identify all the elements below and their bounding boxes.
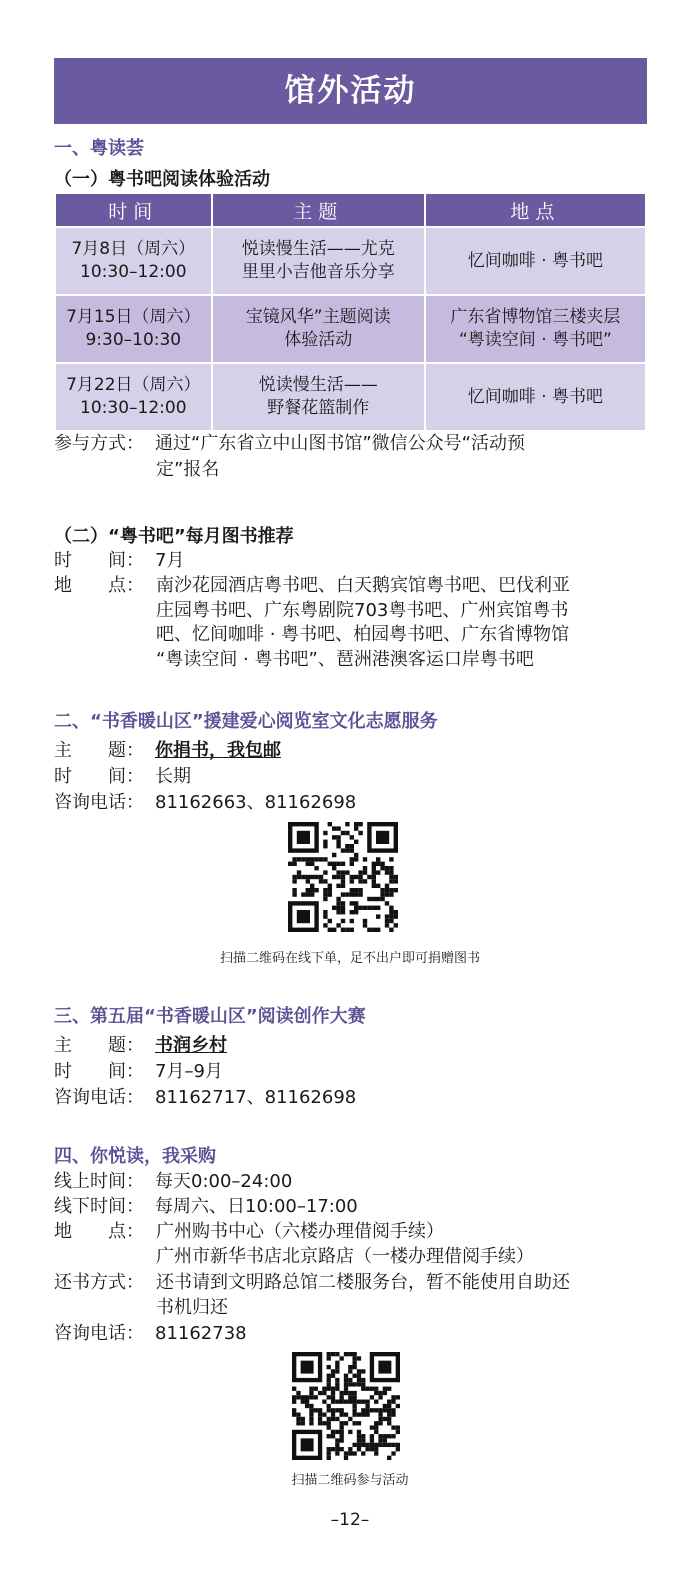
online-label: 线上时间： — [54, 1171, 144, 1192]
table-row — [55, 227, 646, 295]
join-label: 参与方式： — [54, 433, 144, 454]
online-value: 每天0:00–24:00 — [155, 1171, 293, 1192]
theme-value: 书润乡村 — [155, 1035, 227, 1056]
offline-label: 线下时间： — [54, 1196, 144, 1217]
time-label: 时 间： — [54, 766, 144, 787]
row-time: 10:30–12:00 — [80, 398, 187, 418]
s2-phone-line — [54, 791, 356, 815]
place-line: “粤读空间 · 粤书吧”、琶洲港澳客运口岸粤书吧 — [156, 648, 534, 670]
phone-value: 81162738 — [155, 1323, 247, 1344]
recommend-place-label-line — [54, 574, 155, 598]
s2-time-line — [54, 765, 191, 789]
phone-value: 81162717、81162698 — [155, 1087, 357, 1108]
return-line: 书机归还 — [156, 1296, 228, 1318]
cell-time — [55, 227, 212, 295]
row-topic-line: 宝镜风华”主题阅读 — [245, 307, 391, 327]
phone-label: 咨询电话： — [54, 792, 144, 813]
s4-online-line — [54, 1170, 292, 1194]
header-topic: 主题 — [212, 193, 425, 227]
qr-caption: 扫描二维码在线下单，足不出户即可捐赠图书 — [219, 951, 480, 966]
qr-code-icon — [292, 1352, 400, 1460]
theme-value: 你捐书，我包邮 — [155, 740, 281, 761]
row-topic-line: 悦读慢生活—— — [258, 375, 378, 395]
section-2-heading: 二、“书香暖山区”援建爱心阅览室文化志愿服务 — [54, 711, 438, 732]
phone-label: 咨询电话： — [54, 1087, 144, 1108]
time-label: 时 间： — [54, 550, 144, 571]
s3-theme-line — [54, 1034, 227, 1058]
theme-label: 主 题： — [54, 1035, 144, 1056]
table-row — [55, 363, 646, 431]
row-time: 10:30–12:00 — [80, 262, 187, 282]
place-line: 广州购书中心（六楼办理借阅手续） — [156, 1221, 444, 1242]
cell-topic — [212, 363, 425, 431]
theme-label: 主 题： — [54, 740, 144, 761]
subsection-1-heading: （一）粤书吧阅读体验活动 — [54, 169, 270, 190]
phone-label: 咨询电话： — [54, 1323, 144, 1344]
row-place-line: 广东省博物馆三楼夹层 — [450, 307, 621, 327]
s4-phone-line — [54, 1322, 247, 1346]
qr-code-icon — [288, 822, 398, 932]
join-method-line — [54, 432, 525, 456]
place-line: 庄园粤书吧、广东粤剧院703粤书吧、广州宾馆粤书 — [156, 599, 569, 621]
cell-time — [55, 295, 212, 363]
cell-place — [425, 363, 646, 431]
place-line: 南沙花园酒店粤书吧、白天鹅宾馆粤书吧、巴伐利亚 — [156, 575, 570, 596]
row-topic-line: 体验活动 — [284, 330, 353, 350]
row-place-line: 忆间咖啡 · 粤书吧 — [467, 250, 604, 271]
time-label: 时 间： — [54, 1061, 144, 1082]
cell-time — [55, 363, 212, 431]
place-line: 广州市新华书店北京路店（一楼办理借阅手续） — [156, 1245, 534, 1267]
time-value: 7月 — [155, 550, 185, 571]
table-row — [55, 295, 646, 363]
schedule-table — [54, 192, 647, 432]
return-line: 还书请到文明路总馆二楼服务台，暂不能使用自助还 — [156, 1272, 570, 1293]
phone-value: 81162663、81162698 — [155, 792, 357, 813]
time-value: 长期 — [155, 766, 191, 787]
page-number: –12– — [330, 1510, 370, 1530]
s4-place-label-line — [54, 1220, 155, 1244]
recommend-time-line — [54, 549, 184, 573]
offline-value: 每周六、日10:00–17:00 — [155, 1196, 358, 1217]
cell-topic — [212, 295, 425, 363]
s4-offline-line — [54, 1195, 358, 1219]
return-label: 还书方式： — [54, 1272, 144, 1293]
section-4-heading: 四、你悦读，我采购 — [54, 1146, 216, 1167]
s3-phone-line — [54, 1086, 356, 1110]
row-topic-line: 里里小吉他音乐分享 — [241, 262, 395, 282]
row-date: 7月22日（周六） — [66, 375, 201, 395]
s2-theme-line — [54, 739, 281, 763]
join-text: 通过“广东省立中山图书馆”微信公众号“活动预 — [155, 433, 525, 454]
row-date: 7月8日（周六） — [71, 239, 196, 259]
qr-caption: 扫描二维码参与活动 — [291, 1473, 409, 1488]
row-time: 9:30–10:30 — [85, 330, 182, 350]
s4-return-label-line — [54, 1271, 155, 1295]
section-1-heading: 一、粤读荟 — [54, 138, 144, 159]
header-place: 地点 — [425, 193, 646, 227]
place-line: 吧、忆间咖啡 · 粤书吧、柏园粤书吧、广东省博物馆 — [156, 624, 570, 645]
subsection-2-heading: （二）“粤书吧”每月图书推荐 — [54, 526, 294, 547]
row-topic-line: 野餐花篮制作 — [267, 398, 370, 418]
s4-return-text — [156, 1271, 650, 1320]
row-place-line: 忆间咖啡 · 粤书吧 — [467, 386, 604, 407]
s3-time-line — [54, 1060, 223, 1084]
header-time: 时间 — [55, 193, 212, 227]
row-date: 7月15日（周六） — [66, 307, 201, 327]
place-label: 地 点： — [54, 575, 144, 596]
cell-topic — [212, 227, 425, 295]
cell-place — [425, 227, 646, 295]
row-place-line: “粤读空间 · 粤书吧” — [459, 330, 612, 350]
cell-place — [425, 295, 646, 363]
table-header-row — [55, 193, 646, 227]
section-3-heading: 三、第五届“书香暖山区”阅读创作大赛 — [54, 1006, 366, 1027]
join-text-cont: 定”报名 — [156, 459, 220, 480]
page-title-banner: 馆外活动 — [54, 58, 647, 124]
s4-place-list — [156, 1220, 650, 1269]
row-topic-line: 悦读慢生活——尤克 — [241, 239, 395, 259]
recommend-place-list — [156, 574, 650, 672]
place-label: 地 点： — [54, 1221, 144, 1242]
time-value: 7月–9月 — [155, 1061, 223, 1082]
